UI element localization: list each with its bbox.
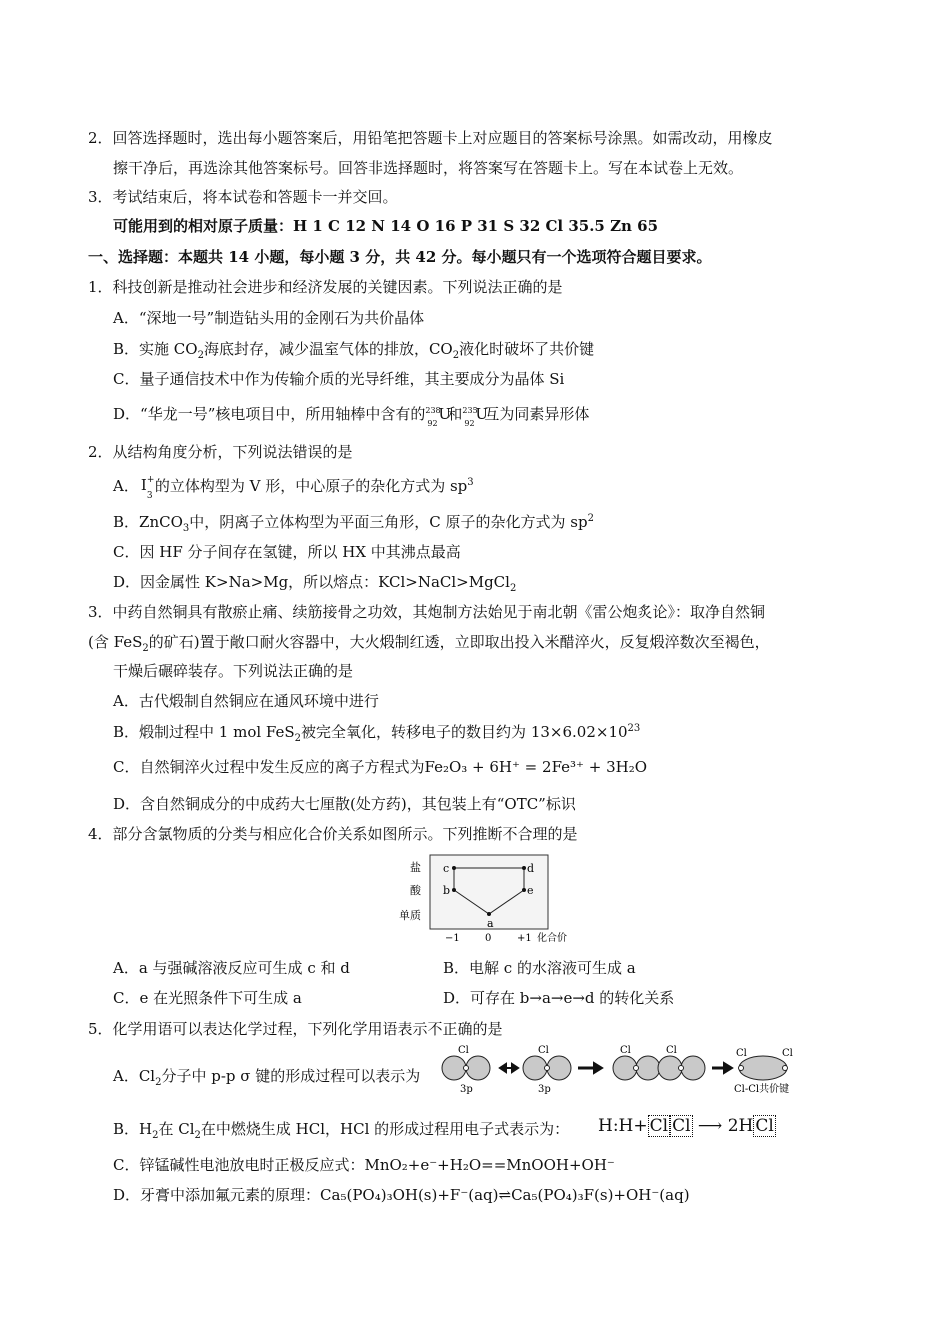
- note-2-line2: 擦干净后，再选涂其他答案标号。回答非选择题时，将答案写在答题卡上。写在本试卷上无效。: [113, 159, 744, 177]
- q2-option-d: D．因金属性 K>Na>Mg，所以熔点：KCl>NaCl>MgCl$_2$: [113, 573, 517, 594]
- note-2-line1: 2．回答选择题时，选出每小题答案后，用铅笔把答题卡上对应题目的答案标号涂黑。如需改动，用橡皮: [88, 129, 773, 147]
- q5-option-a: A．$Cl_2$分子中 p-p σ 键的形成过程可以表示为: [113, 1067, 421, 1088]
- q2-option-c: C．因 HF 分子间存在氢键，所以 HX 中其沸点最高: [113, 543, 461, 561]
- x-label-0: 0: [485, 933, 492, 944]
- q3-option-c: C．自然铜淬火过程中发生反应的离子方程式为Fe₂O₃ + 6H⁺ = 2Fe³⁺ + 3H₂O: [113, 758, 648, 776]
- cl-label-6: Cl: [782, 1048, 793, 1059]
- q3-option-a: A．古代煅制自然铜应在通风环境中进行: [113, 692, 379, 710]
- cl-label-3: Cl: [620, 1045, 631, 1056]
- cl-label-4: Cl: [666, 1045, 677, 1056]
- y-label-element: 单质: [399, 909, 421, 922]
- q2-stem: 2．从结构角度分析，下列说法错误的是: [88, 443, 353, 461]
- q1-option-a: A．“深地一号”制造钻头用的金刚石为共价晶体: [113, 309, 425, 327]
- cl-label-5: Cl: [736, 1048, 747, 1059]
- x-axis-unit: 化合价: [537, 933, 567, 944]
- q4-option-c: C．e 在光照条件下可生成 a: [113, 989, 302, 1007]
- sigma-bond-diagram: [440, 1044, 805, 1100]
- q3-stem-line2: (含 FeS$_2$的矿石)置于敞口耐火容器中，大火煅制红透，立即取出投入米醋淬火，反复煅淬数次至褐色，: [88, 633, 770, 654]
- point-e: [522, 888, 526, 892]
- q1-option-d: D．“华龙一号”核电项目中，所用轴棒中含有的 238 92 U 和 235 92 U 互为同素异形体: [113, 405, 590, 428]
- q4-stem: 4．部分含氯物质的分类与相应化合价关系如图所示。下列推断不合理的是: [88, 825, 578, 843]
- q1-option-b: B．实施 $CO_2$海底封存，减少温室气体的排放，$CO_2$液化时破坏了共价键: [113, 340, 595, 361]
- cl-label-1: Cl: [458, 1045, 469, 1056]
- atomic-masses: 可能用到的相对原子质量：H 1 C 12 N 14 O 16 P 31 S 32 Cl 35.5 Zn 65: [113, 217, 659, 235]
- label-c: c: [443, 862, 450, 875]
- q3-stem-line1: 3．中药自然铜具有散瘀止痛、续筋接骨之功效，其炮制方法始见于南北朝《雷公炮炙论》：取净自然铜: [88, 603, 766, 621]
- label-a: a: [487, 917, 494, 930]
- y-label-acid: 酸: [410, 884, 421, 897]
- x-label-pos1: +1: [517, 933, 532, 944]
- q2-option-a: A． I + 3 的立体构型为 V 形，中心原子的杂化方式为 $sp^3$: [113, 475, 474, 501]
- y-label-salt: 盐: [410, 861, 421, 874]
- q4-option-d: D．可存在 b→a→e→d 的转化关系: [443, 989, 675, 1007]
- hcl-electron-formula: H:H+ Cl Cl ⟶ 2H Cl: [598, 1116, 774, 1136]
- q1-option-c: C．量子通信技术中作为传输介质的光导纤维，其主要成分为晶体 Si: [113, 370, 565, 388]
- q5-option-d: D．牙膏中添加氟元素的原理：Ca₅(PO₄)₃OH(s)+F⁻(aq)⇌Ca₅(PO₄)₃F(s)+OH⁻(aq): [113, 1186, 690, 1204]
- isotope-u238: 238 92 U: [425, 405, 452, 428]
- orbital-label-2: 3p: [538, 1084, 551, 1095]
- q1-stem: 1．科技创新是推动社会进步和经济发展的关键因素。下列说法正确的是: [88, 278, 563, 296]
- label-e: e: [527, 884, 534, 897]
- q2-option-b: B．ZnCO$_3$中，阴离子立体构型为平面三角形，C 原子的杂化方式为 $sp^2$: [113, 513, 594, 534]
- point-b: [452, 888, 456, 892]
- q5-option-c: C．锌锰碱性电池放电时正极反应式：MnO₂+e⁻+H₂O==MnOOH+OH⁻: [113, 1156, 615, 1174]
- chlorine-valence-diagram: [395, 853, 580, 945]
- note-3: 3．考试结束后，将本试卷和答题卡一并交回。: [88, 188, 398, 206]
- isotope-u235: 235 92 U: [462, 405, 489, 428]
- section-heading: 一、选择题：本题共 14 小题，每小题 3 分，共 42 分。每小题只有一个选项符合题目要求。: [88, 248, 712, 266]
- q3-option-b: B．煅制过程中 1 mol FeS$_2$被完全氧化，转移电子的数目约为 $13\times 6.02\times 10^{23}$: [113, 723, 641, 744]
- label-b: b: [443, 884, 451, 897]
- q3-option-d: D．含自然铜成分的中成药大七厘散(处方药)，其包装上有“OTC”标识: [113, 795, 576, 813]
- i3-ion: I + 3: [140, 475, 155, 501]
- point-c: [452, 866, 456, 870]
- label-d: d: [527, 862, 535, 875]
- q5-option-b: B．$H_2$在 $Cl_2$在中燃烧生成 HCl，HCl 的形成过程用电子式表示为：: [113, 1120, 570, 1141]
- bond-label: Cl-Cl共价键: [734, 1084, 790, 1095]
- ionic-equation: Fe₂O₃ + 6H⁺ = 2Fe³⁺ + 3H₂O: [424, 758, 648, 776]
- cl-label-2: Cl: [538, 1045, 549, 1056]
- point-a: [487, 912, 491, 916]
- x-label-neg1: −1: [445, 933, 460, 944]
- q4-option-b: B．电解 c 的水溶液可生成 a: [443, 959, 636, 977]
- orbital-label-1: 3p: [460, 1084, 473, 1095]
- q4-option-a: A．a 与强碱溶液反应可生成 c 和 d: [113, 959, 350, 977]
- point-d: [522, 866, 526, 870]
- q3-stem-line3: 干燥后碾碎装存。下列说法正确的是: [113, 662, 354, 680]
- q5-stem: 5．化学用语可以表达化学过程，下列化学用语表示不正确的是: [88, 1020, 503, 1038]
